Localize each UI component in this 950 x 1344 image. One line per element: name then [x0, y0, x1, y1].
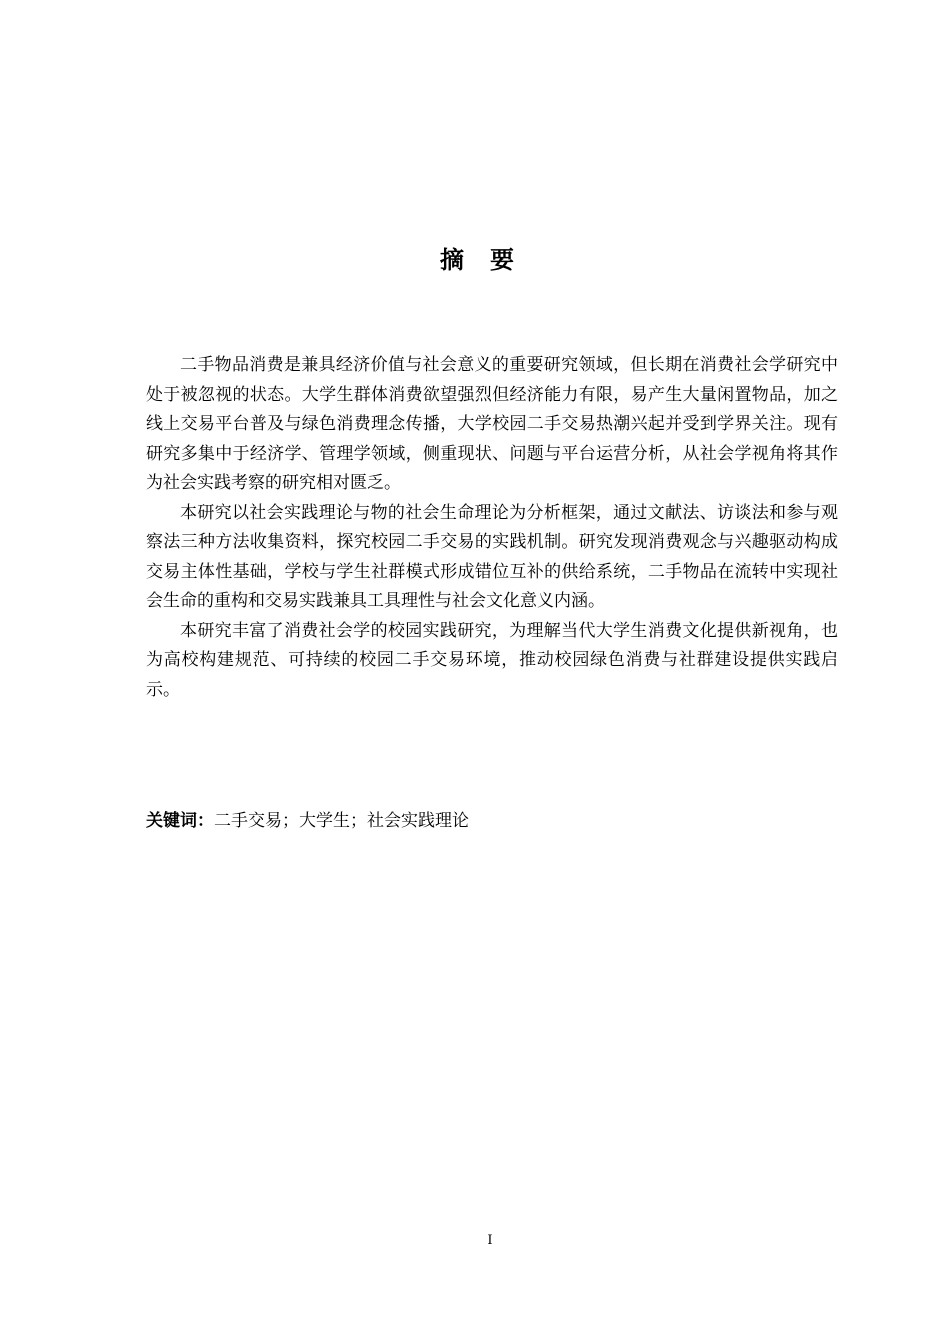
abstract-title: 摘要	[440, 246, 540, 274]
keywords-text: 二手交易；大学生；社会实践理论	[214, 811, 469, 831]
keywords-label: 关键词：	[146, 811, 214, 831]
abstract-paragraph-3: 本研究丰富了消费社会学的校园实践研究，为理解当代大学生消费文化提供新视角，也为高校构建规范、可持续的校园二手交易环境，推动校园绿色消费与社群建设提供实践启示。	[146, 620, 838, 700]
abstract-body	[146, 351, 838, 705]
abstract-paragraph-2: 本研究以社会实践理论与物的社会生命理论为分析框架，通过文献法、访谈法和参与观察法三种方法收集资料，探究校园二手交易的实践机制。研究发现消费观念与兴趣驱动构成交易主体性基础，学校与学生社群模式形成错位互补的供给系统，二手物品在流转中实现社会生命的重构和交易实践兼具工具理性与社会文化意义内涵。	[146, 502, 838, 611]
page-number: I	[487, 1233, 493, 1248]
abstract-paragraph-1: 二手物品消费是兼具经济价值与社会意义的重要研究领域，但长期在消费社会学研究中处于被忽视的状态。大学生群体消费欲望强烈但经济能力有限，易产生大量闲置物品，加之线上交易平台普及与绿色消费理念传播，大学校园二手交易热潮兴起并受到学界关注。现有研究多集中于经济学、管理学领域，侧重现状、问题与平台运营分析，从社会学视角将其作为社会实践考察的研究相对匮乏。	[146, 355, 838, 493]
keywords-line	[146, 807, 838, 836]
